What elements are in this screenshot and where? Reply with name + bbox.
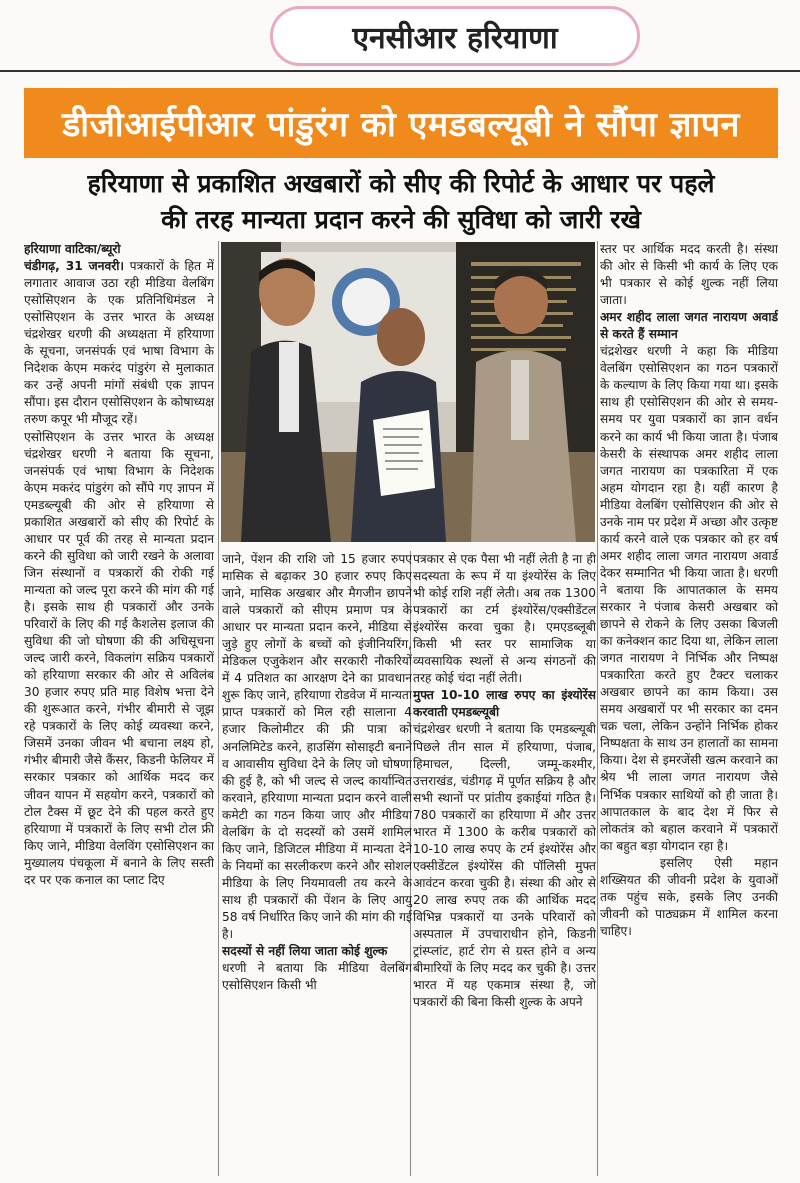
section-tag [270,6,640,66]
paragraph: धरणी ने बताया कि मीडिया वेलबिंग एसोसिएशन किसी भी [222,961,412,993]
article-column-1 [24,241,214,1176]
paragraph: स्तर पर आर्थिक मदद करती है। संस्था की ओर से किसी भी कार्य के लिए एक भी पत्रकार से कोई शुल्क नहीं लिया जाता। [600,242,778,308]
section-title: एनसीआर हरियाणा [352,20,558,56]
subheadline [24,166,778,238]
paragraph: चंद्रशेखर धरणी ने बताया कि एमडब्ल्यूबी पिछले तीन साल में हरियाणा, पंजाब, हिमाचल, दिल्ली, जम्मू-कश्मीर, उत्तराखंड, चंडीगढ़ में पूर्णत सक्रिय है और सभी स्थानों पर प्रांतीय इकाईयां गठित है। 780 पत्रकारों का हरियाणा में और उत्तर भारत में 1300 के करीब पत्रकारों को 10-10 लाख रुपए के टर्म इंश्योरेंस और एक्सीडेंटल इंश्योरेंस की पॉलिसी मुफ्त आवंटन करवा चुकी है। संस्था की ओर से 20 लाख रुपए तक की आर्थिक मदद विभिन्न पत्रकारों या उनके परिवारों को अस्पताल में उपचाराधीन होने, किडनी ट्रांस्प्लांट, हार्ट रोग से ग्रस्त होने व अन्य बीमारियों के लिए मदद कर चुकी है। उत्तर भारत में यह एकमात्र संस्था है, जो पत्रकारों की बिना किसी शुल्क के अपने [413,722,596,1010]
top-rule [0,70,800,72]
article-column-4 [600,241,778,1176]
headline: डीजीआईपीआर पांडुरंग को एमडबल्यूबी ने सौंपा ज्ञापन [62,105,740,145]
subheading: अमर शहीद लाला जगत नारायण अवार्ड से करते हैं सम्मान [600,310,778,342]
column-divider [597,241,598,1176]
paragraph: पत्रकार से एक पैसा भी नहीं लेती है ना ही सदस्यता के रूप में या इंश्योरेंस के लिए भी कोई राशि नहीं लेती। अब तक 1300 पत्रकारों का टर्म इंश्योरेंस/एक्सीडेंटल इंश्योरेंस करवा चुका है। एमएडब्लूबी किसी भी स्तर पर सामाजिक या व्यवसायिक स्थलों से अन्य संगठनों की तरह कोई चंदा नहीं लेती। [413,552,596,686]
paragraph: जाने, पेंशन की राशि जो 15 हजार रुपए मासिक से बढ़ाकर 30 हजार रुपए किए जाने, मासिक अखबार और मैगजीन छापने वाले पत्रकारों को सीएम प्रमाण पत्र के आधार पर मान्यता प्रदान करने, मीडिया से जुड़े हुए लोगों के बच्चों को इंजीनियरिंग, मेडिकल एजुकेशन और सरकारी नौकरियों में 4 प्रतिशत का आरक्षण देने का प्रावधान शुरू किए जाने, हरियाणा रोडवेज में मान्यता प्राप्त पत्रकारों को मिल रही सालाना 4 हजार किलोमीटर की फ्री पात्रा को अनलिमिटेड करने, हाउसिंग सोसाइटी बनाने व आवासीय सुविधा देने के लिए जो घोषणा की हुई है, को भी जल्द से जल्द कार्यान्वित करवाने, हरियाणा मान्यता प्रदान करने वाली कमेटी का गठन किया जाए और मीडिया वेलबिंग के दो सदस्यों को उसमें शामिल किए जाने, डिजिटल मीडिया में मान्यता देने के नियमों का सरलीकरण करने और सोशल मीडिया के लिए नियमावली तय करने के साथ ही पत्रकारों की पेंशन के लिए आयु 58 वर्ष निर्धारित किए जाने की मांग की गई है। [222,552,412,942]
subheadline-line-2: की तरह मान्यता प्रदान करने की सुविधा को जारी रखे [161,205,641,234]
paragraph [24,258,214,428]
paragraph-text: पत्रकारों के हित में लगातार आवाज उठा रही मीडिया वेलबिंग एसोसिएशन के एक प्रतिनिधिमंडल ने एसोसिएशन के उत्तर भारत के अध्यक्ष चंद्रशेखर धरणी की अध्यक्षता में हरियाणा के सूचना, जनसंपर्क एवं भाषा विभाग के निदेशक केएम मकरंद पांडुरंग से मुलाकात कर उन्हें अपनी मांगों संबंधी एक ज्ञापन सौंपा। इस दौरान एसोसिएशन के कोषाध्यक्ष तरुण कपूर भी मौजूद रहें। [24,259,214,427]
paragraph: इसलिए ऐसी महान शख्सियत की जीवनी प्रदेश के युवाओं तक पहुंच सके, इसके लिए उनकी जीवनी को पाठ्यक्रम में शामिल करना चाहिए। [600,855,778,938]
article-column-3 [413,551,596,1176]
article-column-2 [222,551,412,1176]
paragraph: चंद्रशेखर धरणी ने कहा कि मीडिया वेलबिंग एसोसिएशन का गठन पत्रकारों के कल्याण के लिए किया गया था। इसके साथ ही एसोसिएशन की ओर से समय-समय पर युवा पत्रकारों का ज्ञान वर्धन करने का कार्य भी किया जाता है। पंजाब केसरी के संस्थापक अमर शहीद लाला जगत नारायण का पत्रकारिता में एक अहम योगदान रहा है। यहीं कारण है मीडिया वेलबिंग एसोसिएशन की ओर से उनके नाम पर प्रदेश में अच्छा और उत्कृष्ट कार्य करने वाले एक पत्रकार को हर वर्ष अमर शहीद लाला जगत नारायण अवार्ड देकर सम्मानित भी किया जाता है। धरणी ने बताया कि आपातकाल के समय सरकार ने पंजाब केसरी अखबार को छापने से रोकने के लिए उसका बिजली का कनेक्शन काट दिया था, लेकिन लाला जगत नारायण ने निर्भिक और निष्पक्ष पत्रकारिता करते हुए टैक्टर चलाकर अखबार छापने का काम किया। उस समय अखबारों पर भी सरकार का दमन चक्र चला, लेकिन उन्होंने निर्भिक होकर निष्पक्षता के साथ उन हालातों का सामना किया। देश से इमरजेंसी खत्म करवाने का श्रेय भी लाला जगत नारायण जैसे निर्भिक पत्रकार साथियों को ही जाता है। आपातकाल के बाद देश में फिर से लोकतंत्र को बहाल करवाने में पत्रकारों का बहुत बड़ा योगदान रहा है। [600,344,778,853]
column-divider [218,241,219,1176]
paragraph: एसोसिएशन के उत्तर भारत के अध्यक्ष चंद्रशेखर धरणी ने बताया कि सूचना, जनसंपर्क एवं भाषा विभाग के निदेशक केएम मकरंद पांडुरंग को सौंपे गए ज्ञापन में एमडब्ल्यूबी की ओर से हरियाणा से प्रकाशित अखबारों को सीए की रिपोर्ट के आधार पर पूर्व की तरह से मान्यता प्रदान करने की सुविधा को जारी रखने के अलावा जिन संस्थानों व पत्रकारों की रोकी गई मान्यता को जल्द पूरा करने की मांग की गई है। इसके साथ ही पत्रकारों और उनके परिवारों के लिए की गई कैशलेस इलाज की सुविधा की जो घोषणा की की अधिसूचना जल्द जारी करने, विकलांग सक्रिय पत्रकारों को हरियाणा सरकार की ओर से अविलंब 30 हजार रुपए प्रति माह विशेष भत्ता देने की शुरूआत करने, गंभीर बीमारी से जूझ रहे पत्रकारों के लिए कोई व्यवस्था करने, जिसमें उनका जीवन भी बचाना लक्ष्य हो, गंभीर बीमारी जैसे कैंसर, किडनी फेलियर में सरकार पत्रकार को आर्थिक मदद कर जीवन यापन में सहयोग करने, पत्रकारों को टोल टैक्स में छूट देने की पहल करते हुए हरियाणा में पत्रकारों के लिए सभी टोल फ्री किए जाने, मीडिया वेलविंग एसोसिएशन का मुख्यालय पंचकूला में बनाने के लिए सस्ती दर पर एक कनाल का प्लाट दिए [24,429,214,887]
news-photo [221,242,595,542]
subheadline-line-1: हरियाणा से प्रकाशित अखबारों को सीए की रिपोर्ट के आधार पर पहले [87,169,715,198]
headline-banner [24,88,778,158]
subheading: सदस्यों से नहीं लिया जाता कोई शुल्क [222,944,388,959]
byline: हरियाणा वाटिका/ब्यूरो [24,242,121,256]
dateline: चंडीगढ़, 31 जनवरी। [24,259,125,274]
subheading: मुफ्त 10-10 लाख रुपए का इंश्योरेंस करवाती एमडब्ल्यूबी [413,688,596,720]
